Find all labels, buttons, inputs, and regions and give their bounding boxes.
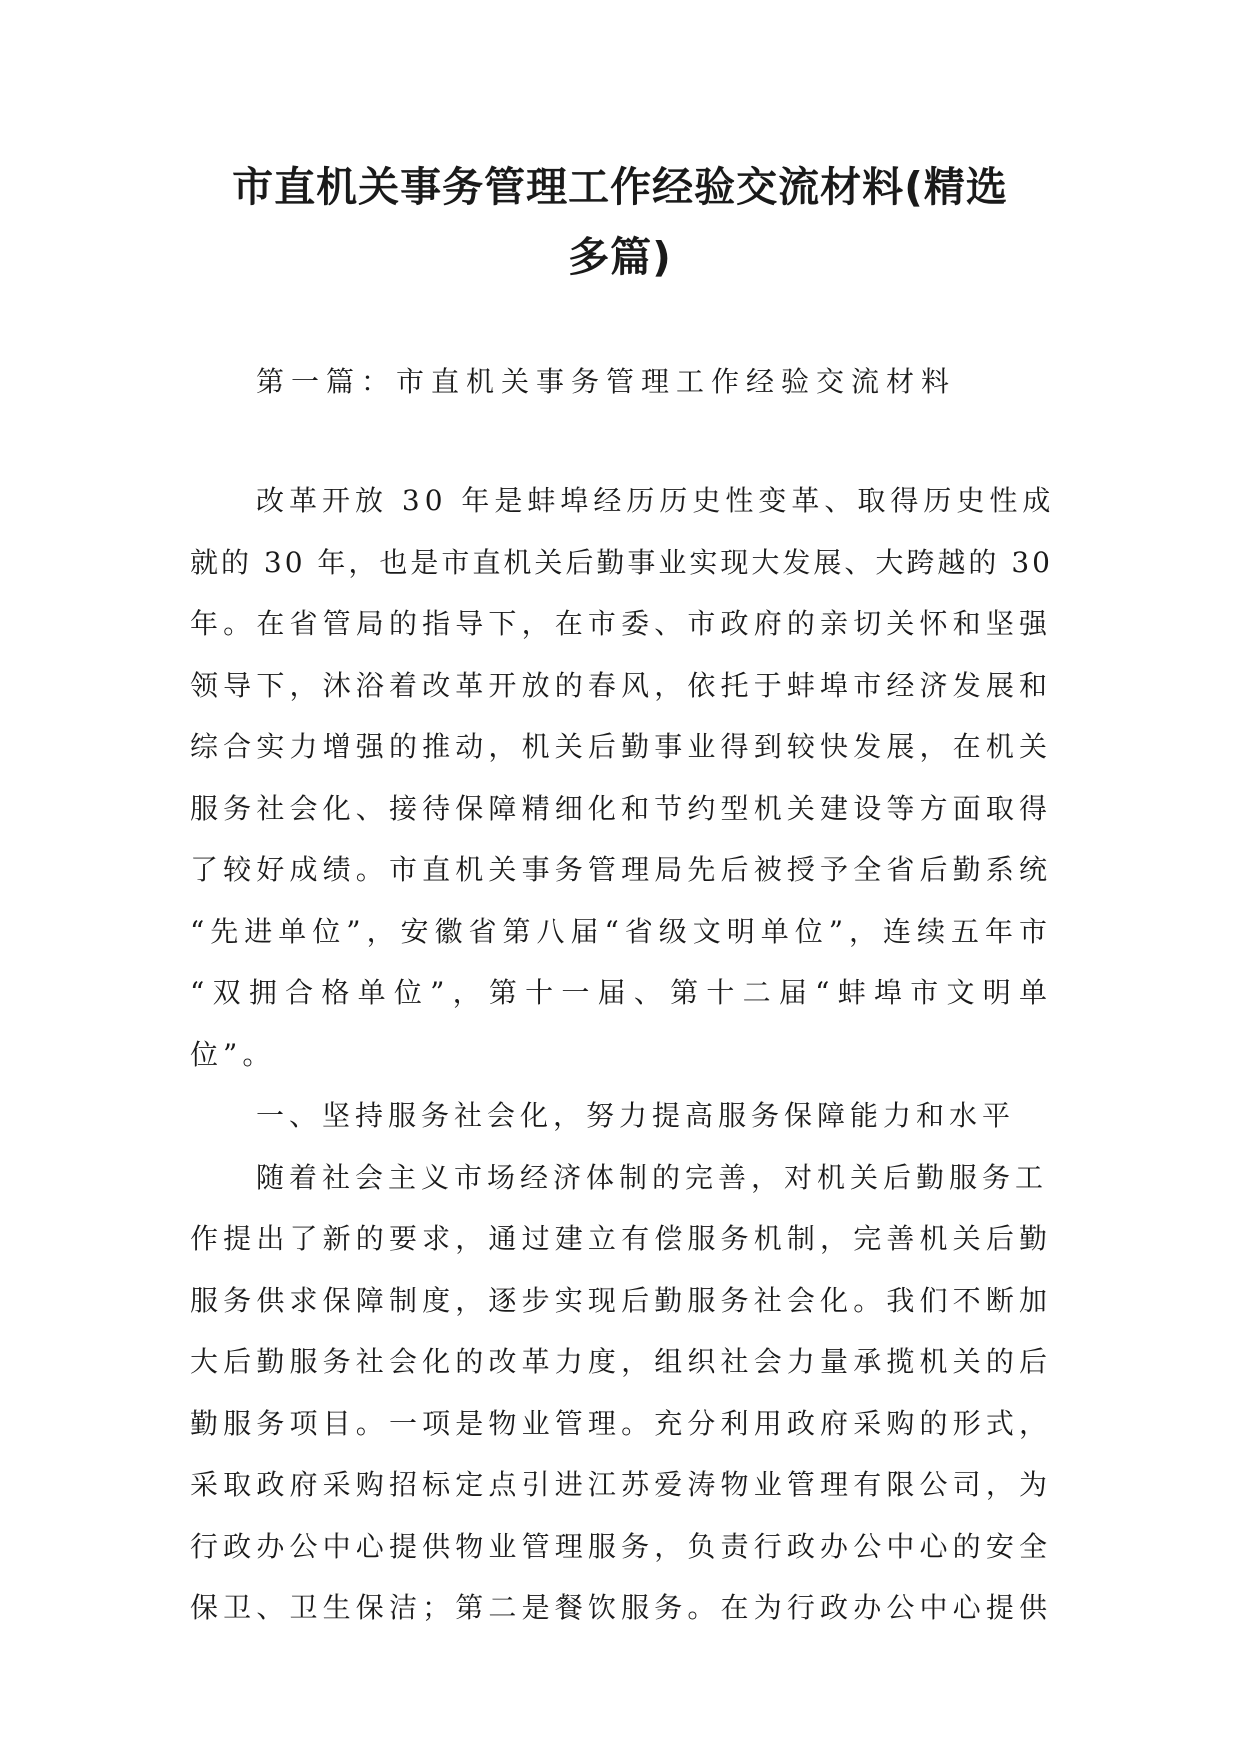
body-line: 采取政府采购招标定点引进江苏爱涛物业管理有限公司，为 — [190, 1468, 1050, 1501]
section-heading: 第一篇：市直机关事务管理工作经验交流材料 — [256, 365, 957, 398]
section-heading-line: 一、坚持服务社会化，努力提高服务保障能力和水平 — [256, 1099, 1016, 1132]
body-line: 领导下，沐浴着改革开放的春风，依托于蚌埠市经济发展和 — [190, 668, 1050, 702]
body-line: 大后勤服务社会化的改革力度，组织社会力量承揽机关的后 — [190, 1345, 1050, 1378]
document-title — [190, 152, 1050, 292]
body-line: 服务供求保障制度，逐步实现后勤服务社会化。我们不断加 — [190, 1283, 1050, 1317]
document-body — [190, 470, 1056, 1639]
title-line: 多篇) — [568, 233, 672, 281]
body-line: 改革开放 30 年是蚌埠经历历史性变革、取得历史性成 — [256, 484, 1056, 517]
body-line: 作提出了新的要求，通过建立有偿服务机制，完善机关后勤 — [190, 1222, 1050, 1255]
body-line: 服务社会化、接待保障精细化和节约型机关建设等方面取得 — [190, 791, 1050, 825]
body-line: 年。在省管局的指导下，在市委、市政府的亲切关怀和坚强 — [190, 607, 1050, 640]
body-line: 勤服务项目。一项是物业管理。充分利用政府采购的形式， — [190, 1406, 1050, 1440]
body-line: 就的 30 年，也是市直机关后勤事业实现大发展、大跨越的 30 — [190, 545, 1053, 579]
body-line: “双拥合格单位”，第十一届、第十二届“蚌埠市文明单 — [190, 976, 1050, 1009]
title-line: 市直机关事务管理工作经验交流材料(精选 — [232, 163, 1008, 211]
body-line: 行政办公中心提供物业管理服务，负责行政办公中心的安全 — [190, 1529, 1050, 1563]
body-line: “先进单位”，安徽省第八届“省级文明单位”，连续五年市 — [190, 914, 1050, 948]
body-line: 随着社会主义市场经济体制的完善，对机关后勤服务工 — [256, 1160, 1049, 1194]
body-line: 保卫、卫生保洁；第二是餐饮服务。在为行政办公中心提供 — [190, 1591, 1050, 1624]
body-line: 综合实力增强的推动，机关后勤事业得到较快发展，在机关 — [190, 730, 1050, 763]
body-line: 位”。 — [190, 1037, 276, 1071]
body-line: 了较好成绩。市直机关事务管理局先后被授予全省后勤系统 — [190, 853, 1050, 886]
